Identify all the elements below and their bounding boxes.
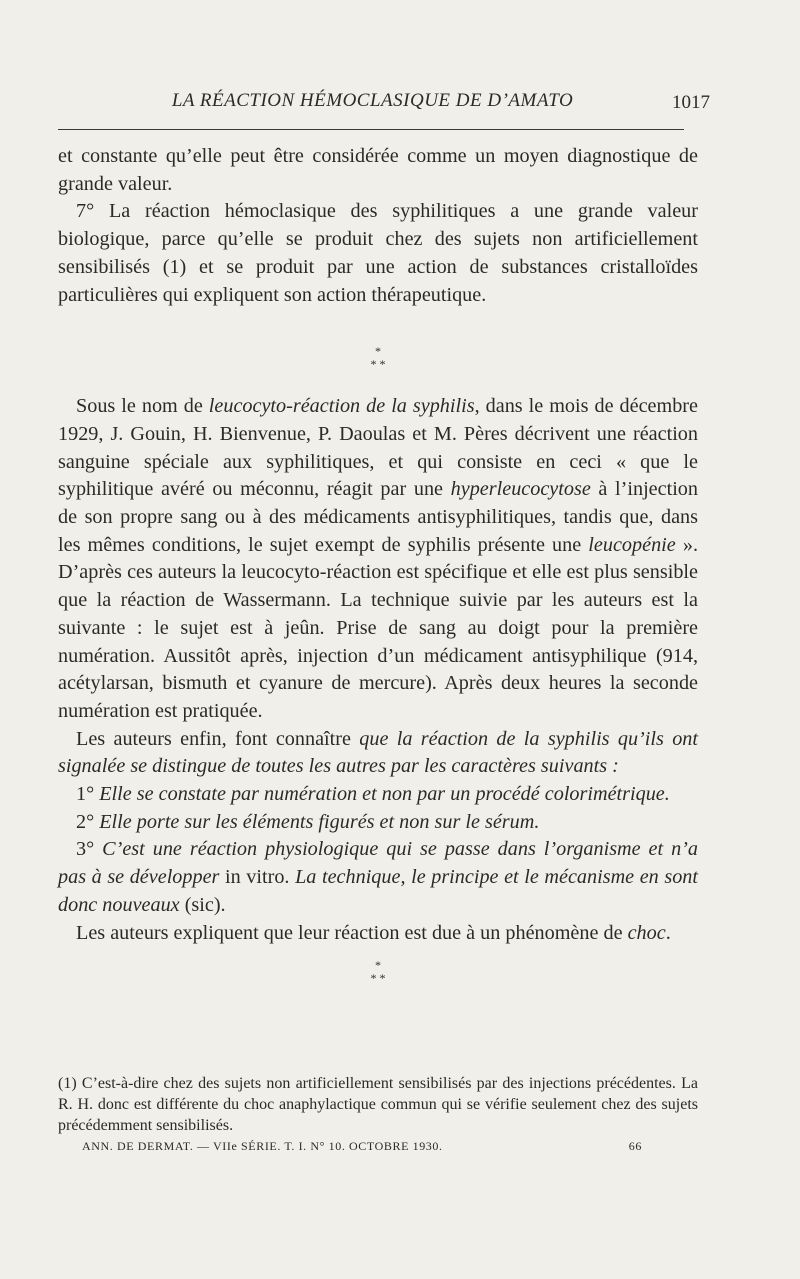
paragraph — [58, 920, 698, 948]
text: , dans le mois de décembre 1929, J. Gouin, H. Bienvenue, P. Daoulas et M. Pères décrivent une réaction sanguine spéciale aux syphilitiques, et qui consiste en ceci « que le syphilitique avéré ou méconnu, réagit par une — [58, 395, 698, 501]
text: Les auteurs expliquent que leur réaction est due à un phénomène de — [76, 921, 628, 944]
italic-text: C’est une réaction physiologique qui se passe dans l’organisme et n’a pas à se développer — [58, 838, 698, 889]
list-item — [58, 836, 698, 919]
list-number: 1° — [76, 783, 100, 806]
paragraph: 7° La réaction hémoclasique des syphilitiques a une grande valeur biologique, parce qu’elle se produit chez des sujets non artificiellement sensibilisés (1) et se produit par une action de substances cristalloïdes particulières qui expliquent son action thérapeutique. — [58, 200, 698, 306]
journal-reference: ANN. DE DERMAT. — VIIe SÉRIE. T. I. N° 10. OCTOBRE 1930. — [82, 1139, 443, 1153]
page-number: 1017 — [672, 92, 710, 113]
text: . — [665, 921, 671, 944]
text: (sic). — [179, 893, 226, 916]
paragraph — [58, 726, 698, 781]
section-separator — [58, 959, 698, 985]
sheet-number: 66 — [628, 1139, 642, 1153]
text: Les auteurs enfin, font connaître — [76, 727, 360, 750]
separator-star-top: * — [375, 344, 381, 359]
italic-text: leucocyto-réaction de la syphilis — [208, 395, 475, 418]
text: à l’injection de son propre sang ou à des médicaments antisyphilitiques, tandis que, dans les mêmes conditions, le sujet exempt de syphilis présente une — [58, 478, 698, 556]
text: in vitro. — [219, 866, 296, 889]
list-item — [58, 781, 698, 809]
separator-star-top: * — [375, 958, 381, 973]
footnote: (1) C’est-à-dire chez des sujets non artificiellement sensibilisés par des injections précédentes. La R. H. donc est différente du choc anaphylactique commun qui se vérifie seulement chez des sujets précédemment sensibilisés. — [58, 1075, 698, 1134]
paragraph: et constante qu’elle peut être considérée comme un moyen diagnostique de grande valeur. — [58, 145, 698, 195]
italic-text: que la réaction de la syphilis qu’ils ont signalée se distingue de toutes les autres par les caractères suivants : — [58, 727, 698, 778]
italic-text: Elle porte sur les éléments figurés et non sur le sérum. — [99, 810, 540, 833]
header-rule — [58, 129, 684, 130]
italic-text: hyperleucocytose — [450, 478, 591, 501]
separator-stars-bottom: * * — [370, 971, 386, 986]
running-header — [60, 90, 710, 120]
italic-text: choc — [627, 921, 666, 944]
paragraph — [58, 393, 698, 725]
separator-stars-bottom: * * — [370, 357, 386, 372]
list-number: 2° — [76, 810, 100, 833]
body-text — [58, 143, 698, 1003]
running-title: LA RÉACTION HÉMOCLASIQUE DE D’AMATO — [171, 90, 574, 111]
list-number: 3° — [76, 838, 103, 861]
italic-text: La technique, le principe et le mécanisme en sont donc nouveaux — [58, 866, 698, 916]
text: ». D’après ces auteurs la leucocyto-réaction est spécifique et elle est plus sensible que la réaction de Wassermann. La technique suivie par les auteurs est la suivante : le sujet est à jeûn. Prise de sang au doigt pour la première numération. Aussitôt après, injection d’un médicament antisyphilique (914, acétylarsan, bismuth et cyanure de mercure). Après deux heures la seconde numération est pratiquée. — [58, 533, 698, 722]
italic-text: Elle se constate par numération et non par un procédé colorimétrique. — [99, 783, 670, 806]
text: Sous le nom de — [76, 395, 209, 418]
list-item — [58, 809, 698, 837]
signature-line — [82, 1139, 642, 1154]
italic-text: leucopénie — [588, 533, 676, 556]
section-separator — [58, 345, 698, 371]
